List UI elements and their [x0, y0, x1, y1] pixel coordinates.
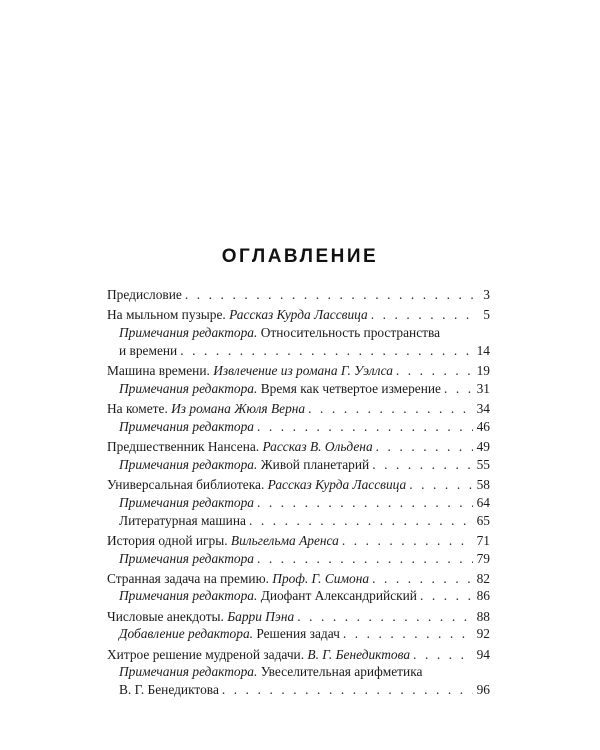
toc-entry-line: [107, 608, 490, 626]
dot-leader: [444, 380, 473, 398]
toc-entry: [107, 286, 490, 304]
toc-title-text: Живой планетарий: [260, 456, 370, 472]
dot-leader: [180, 342, 473, 360]
dot-leader: [257, 494, 473, 512]
toc-entry-line: [107, 438, 490, 456]
toc-entry-line: [107, 362, 490, 380]
toc-entry-line: [107, 306, 490, 324]
toc-subentry-line: [107, 681, 490, 699]
toc-title-text: Диофант Александрийский: [260, 588, 417, 604]
page-number: 49: [476, 438, 490, 454]
toc-entry: [107, 646, 490, 699]
toc-entry-line: [107, 400, 490, 418]
dot-leader: [372, 456, 473, 474]
toc-entry: [107, 570, 490, 606]
page-number: 19: [476, 362, 490, 378]
toc-subentry-line: [107, 418, 490, 436]
dot-leader: [343, 625, 473, 643]
toc-title-text: Машина времени.: [107, 362, 210, 378]
toc-title-text: и времени: [119, 342, 178, 358]
toc-title-text: Хитрое решение мудреной задачи.: [107, 646, 305, 662]
page-number: 65: [476, 512, 490, 528]
toc-title-text: На мыльном пузыре.: [107, 307, 226, 323]
page-number: 86: [476, 588, 490, 604]
page-number: 64: [476, 494, 490, 510]
toc-subentry-line: [107, 494, 490, 512]
toc-entry: [107, 608, 490, 644]
page-number: 34: [476, 400, 490, 416]
toc-entry: [107, 438, 490, 474]
toc-author-text: В. Г. Бенедиктова: [307, 646, 411, 662]
toc-entry-line: [107, 286, 490, 304]
toc-author-text: Примечания редактора: [119, 418, 254, 434]
dot-leader: [342, 532, 473, 550]
toc-author-text: Добавление редактора.: [119, 626, 253, 642]
page-number: 55: [476, 456, 490, 472]
page-number: 3: [483, 287, 490, 302]
toc-author-text: Примечания редактора.: [119, 456, 258, 472]
dot-leader: [222, 681, 473, 699]
toc-author-text: Рассказ Курда Лассвица: [267, 476, 407, 492]
toc-entry-line: [107, 476, 490, 494]
dot-leader: [409, 476, 473, 494]
dot-leader: [372, 570, 473, 588]
toc-title-text: Предшественник Нансена.: [107, 438, 260, 454]
dot-leader: [396, 362, 473, 380]
page-number: 88: [476, 608, 490, 624]
toc-title-text: Время как четвертое измерение: [260, 380, 441, 396]
toc-author-text: Примечания редактора: [119, 550, 254, 566]
dot-leader: [371, 306, 473, 324]
toc-author-text: Рассказ В. Ольдена: [262, 438, 373, 454]
toc-author-text: Извлечение из романа Г. Уэллса: [213, 362, 393, 378]
toc-author-text: Рассказ Курда Лассвица: [229, 307, 368, 323]
toc-author-text: Примечания редактора.: [119, 664, 258, 680]
toc-title-text: Увеселительная арифметика: [260, 664, 423, 680]
toc-title-text: На комете.: [107, 400, 168, 416]
toc-subentry-line: [107, 324, 490, 342]
dot-leader: [257, 418, 473, 436]
toc-subentry-line: [107, 380, 490, 398]
page-number: 92: [476, 626, 490, 642]
dot-leader: [308, 400, 473, 418]
page-number: 58: [476, 476, 490, 492]
toc-author-text: Примечания редактора: [119, 494, 254, 510]
toc-subentry-line: [107, 550, 490, 568]
page-title: ОГЛАВЛЕНИЕ: [221, 246, 379, 267]
toc-subentry-line: [107, 625, 490, 643]
page-number: 71: [476, 532, 490, 548]
dot-leader: [420, 587, 473, 605]
toc-title-text: Решения задач: [256, 626, 340, 642]
toc-subentry-line: [107, 512, 490, 530]
toc-entry: [107, 306, 490, 359]
toc-author-text: Примечания редактора.: [119, 324, 258, 340]
page-number: 14: [476, 342, 490, 358]
dot-leader: [185, 286, 473, 304]
toc-title-text: Литературная машина: [119, 512, 246, 528]
table-of-contents: [107, 286, 490, 701]
toc-subentry-line: [107, 587, 490, 605]
toc-entry-line: [107, 532, 490, 550]
dot-leader: [257, 550, 473, 568]
page-number: 96: [476, 682, 490, 698]
toc-subentry-line: [107, 342, 490, 360]
page-number: 82: [476, 570, 490, 586]
toc-author-text: Из романа Жюля Верна: [171, 400, 306, 416]
toc-author-text: Проф. Г. Симона: [272, 570, 370, 586]
toc-title-text: Числовые анекдоты.: [107, 608, 224, 624]
toc-entry: [107, 532, 490, 568]
toc-entry: [107, 362, 490, 398]
toc-subentry-line: [107, 456, 490, 474]
dot-leader: [413, 646, 473, 664]
toc-entry-line: [107, 570, 490, 588]
toc-title-text: В. Г. Бенедиктова: [119, 682, 219, 698]
toc-entry-line: [107, 646, 490, 664]
dot-leader: [376, 438, 473, 456]
toc-author-text: Барри Пэна: [227, 608, 295, 624]
toc-author-text: Вильгельма Аренса: [230, 532, 339, 548]
page-number: 94: [476, 646, 490, 662]
toc-subentry-line: [107, 663, 490, 681]
page-number: 5: [483, 307, 490, 323]
page-number: 46: [476, 418, 490, 434]
toc-title-text: Странная задача на премию.: [107, 570, 269, 586]
toc-entry: [107, 400, 490, 436]
toc-title-text: Универсальная библиотека.: [107, 476, 265, 492]
toc-author-text: Примечания редактора.: [119, 588, 258, 604]
toc-title-text: Предисловие: [107, 287, 182, 302]
dot-leader: [249, 512, 473, 530]
dot-leader: [297, 608, 473, 626]
toc-title-text: История одной игры.: [107, 532, 228, 548]
toc-entry: [107, 476, 490, 529]
toc-author-text: Примечания редактора.: [119, 380, 258, 396]
page-number: 79: [476, 550, 490, 566]
toc-title-text: Относительность пространства: [260, 324, 441, 340]
page-number: 31: [476, 380, 490, 396]
